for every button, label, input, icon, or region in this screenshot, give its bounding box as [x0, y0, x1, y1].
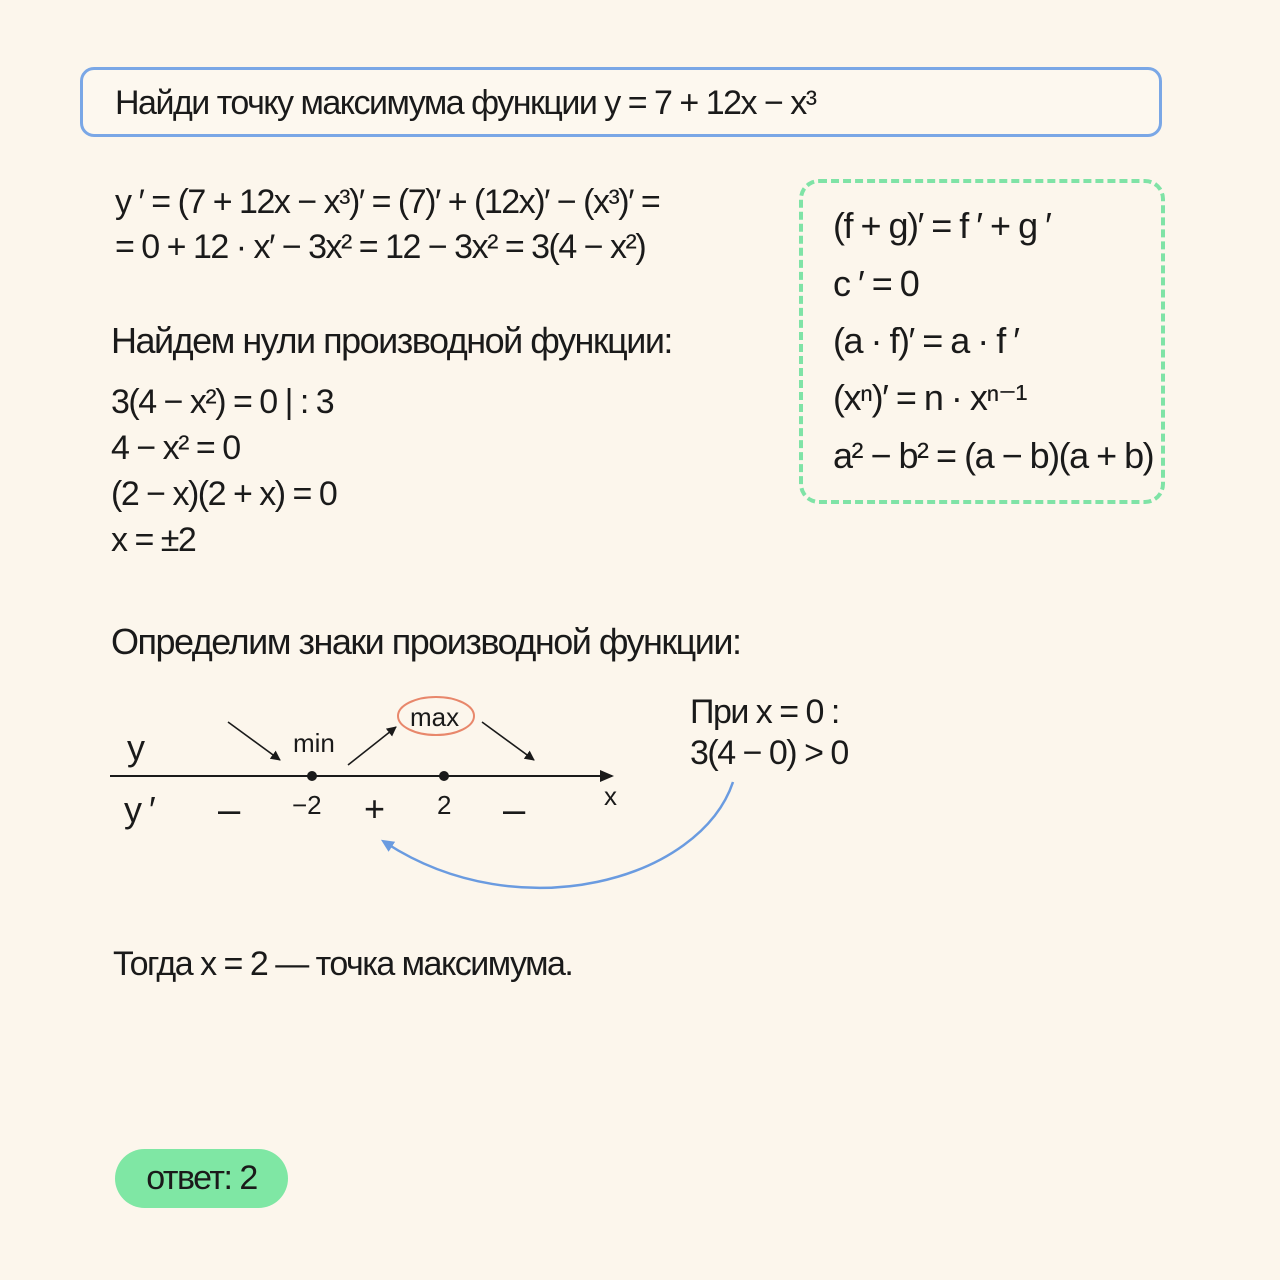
- check-line-2: 3(4 − 0) > 0: [690, 734, 848, 772]
- zeros-step-4: x = ±2: [111, 521, 196, 559]
- zeros-step-3: (2 − x)(2 + x) = 0: [111, 475, 337, 513]
- formula-power-rule: (xⁿ)′ = n · xⁿ⁻¹: [833, 377, 1027, 418]
- answer-badge: ответ: 2: [115, 1149, 288, 1208]
- task-text: Найди точку максимума функции y = 7 + 12x − x³: [115, 84, 816, 122]
- sign-interval-1: –: [218, 788, 239, 832]
- formula-difference-of-squares: a² − b² = (a − b)(a + b): [833, 435, 1154, 476]
- signs-heading: Определим знаки производной функции:: [111, 621, 741, 662]
- y-prime-label: y ′: [124, 789, 155, 830]
- point-minus-2: [307, 771, 317, 781]
- sign-interval-3: –: [503, 788, 524, 832]
- max-label: max: [410, 702, 460, 732]
- derivative-line-1: y ′ = (7 + 12x − x³)′ = (7)′ + (12x)′ − (x³)′ =: [115, 183, 660, 221]
- sign-interval-2: +: [364, 788, 384, 829]
- y-label: y: [127, 727, 144, 768]
- min-label: min: [293, 728, 335, 758]
- formula-constant-rule: c ′ = 0: [833, 263, 919, 304]
- conclusion: Тогда x = 2 — точка максимума.: [113, 945, 573, 983]
- decreasing-arrow-left: [228, 722, 280, 760]
- point-label-minus-2: −2: [292, 790, 322, 820]
- decreasing-arrow-right: [482, 722, 534, 760]
- increasing-arrow: [348, 727, 396, 765]
- formula-sum-rule: (f + g)′ = f ′ + g ′: [833, 205, 1051, 246]
- zeros-step-2: 4 − x² = 0: [111, 429, 240, 467]
- formula-coefficient-rule: (a · f)′ = a · f ′: [833, 320, 1019, 361]
- point-label-2: 2: [437, 790, 452, 820]
- axis-label-x: x: [604, 781, 617, 811]
- point-2: [439, 771, 449, 781]
- zeros-heading: Найдем нули производной функции:: [111, 320, 672, 361]
- derivative-line-2: = 0 + 12 · x′ − 3x² = 12 − 3x² = 3(4 − x²): [115, 228, 646, 266]
- zeros-step-1: 3(4 − x²) = 0 | : 3: [111, 383, 334, 421]
- check-line-1: При x = 0 :: [690, 693, 839, 731]
